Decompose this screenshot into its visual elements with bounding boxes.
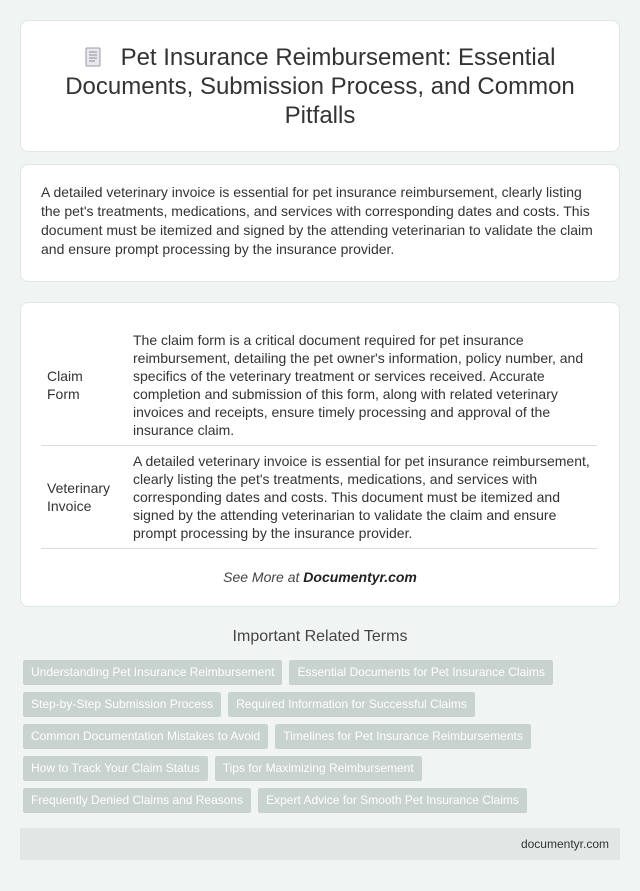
intro-card	[20, 164, 620, 282]
related-term-tag[interactable]: Timelines for Pet Insurance Reimbursements	[275, 724, 531, 749]
table-row	[41, 325, 597, 446]
related-term-tag[interactable]: Required Information for Successful Claims	[228, 692, 475, 717]
document-description: A detailed veterinary invoice is essential for pet insurance reimbursement, clearly listing the pet's treatments, medications, and services with corresponding dates and costs. This document must be itemized and signed by the attending veterinarian to validate the claim and ensure prompt processing by the insurance provider.	[125, 446, 597, 549]
related-term-tag[interactable]: How to Track Your Claim Status	[23, 756, 208, 781]
documents-table	[41, 325, 597, 549]
related-term-tag[interactable]: Common Documentation Mistakes to Avoid	[23, 724, 268, 749]
footer	[20, 828, 620, 860]
footer-site-link[interactable]: documentyr.com	[520, 837, 609, 851]
document-label: Claim Form	[41, 325, 125, 446]
page-title	[57, 43, 583, 130]
table-row	[41, 446, 597, 549]
tag-row	[23, 788, 623, 820]
related-term-tag[interactable]: Expert Advice for Smooth Pet Insurance Claims	[258, 788, 527, 813]
see-more-site[interactable]: Documentyr.com	[303, 569, 417, 585]
page-title-text: Pet Insurance Reimbursement: Essential Documents, Submission Process, and Common Pitfalls	[65, 43, 575, 129]
related-term-tag[interactable]: Understanding Pet Insurance Reimbursement	[23, 660, 282, 685]
document-icon	[85, 47, 101, 67]
related-terms-heading: Important Related Terms	[232, 628, 408, 645]
tag-row	[23, 692, 623, 724]
see-more-prefix: See More at	[223, 569, 304, 585]
tag-row	[23, 756, 623, 788]
tag-row	[23, 724, 623, 756]
see-more-link[interactable]	[21, 569, 619, 585]
tag-row	[23, 660, 623, 692]
related-term-tag[interactable]: Tips for Maximizing Reimbursement	[215, 756, 422, 781]
related-term-tag[interactable]: Step-by-Step Submission Process	[23, 692, 221, 717]
document-description: The claim form is a critical document required for pet insurance reimbursement, detailing the pet owner's information, policy number, and specifics of the veterinary treatment or services received. Accurate completion and submission of this form, along with related veterinary invoices and receipts, ensure timely processing and approval of the insurance claim.	[125, 325, 597, 446]
related-terms-list	[23, 660, 623, 820]
document-label: Veterinary Invoice	[41, 446, 125, 549]
title-card	[20, 20, 620, 152]
documents-card	[20, 302, 620, 607]
intro-paragraph: A detailed veterinary invoice is essential for pet insurance reimbursement, clearly listing the pet's treatments, medications, and services with corresponding dates and costs. This document must be itemized and signed by the attending veterinarian to validate the claim and ensure prompt processing by the insurance provider.	[41, 184, 593, 257]
related-term-tag[interactable]: Frequently Denied Claims and Reasons	[23, 788, 251, 813]
related-term-tag[interactable]: Essential Documents for Pet Insurance Claims	[289, 660, 552, 685]
